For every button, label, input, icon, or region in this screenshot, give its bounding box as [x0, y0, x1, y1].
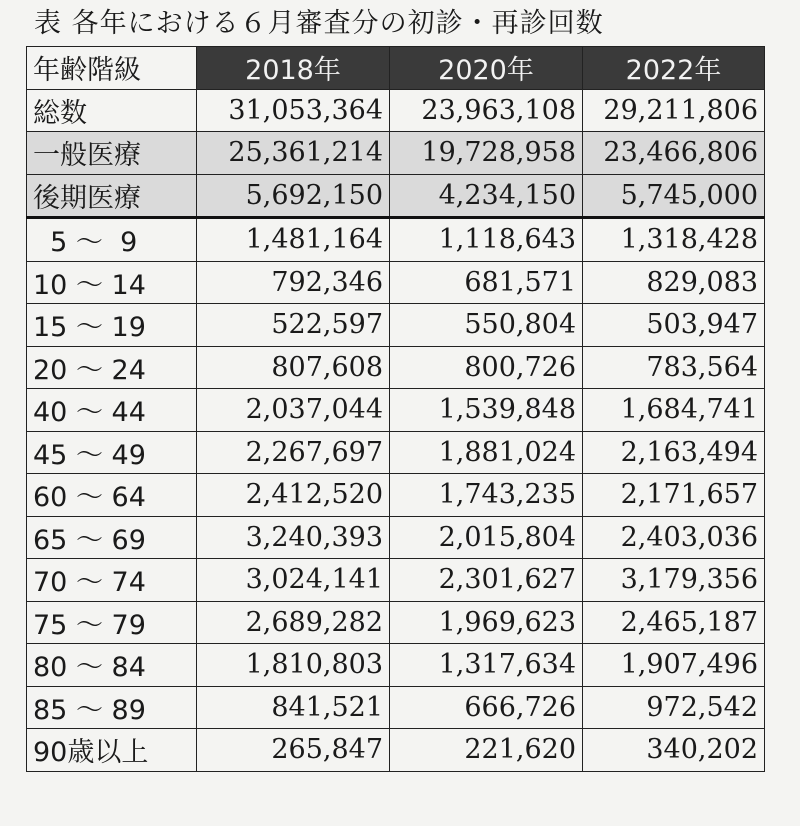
table-row: [27, 644, 765, 687]
count-cell: 829,083: [583, 261, 765, 304]
count-cell: 1,318,428: [583, 218, 765, 262]
count-cell: 2,412,520: [197, 474, 390, 517]
count-cell: 841,521: [197, 686, 390, 729]
table-row: [27, 601, 765, 644]
row-label: 後期医療: [27, 174, 197, 218]
count-cell: 25,361,214: [197, 132, 390, 175]
row-label: 75 ～ 79: [27, 601, 197, 644]
count-cell: 2,465,187: [583, 601, 765, 644]
header-row: [27, 47, 765, 90]
table-body: [27, 89, 765, 771]
count-cell: 1,317,634: [390, 644, 583, 687]
row-label: 65 ～ 69: [27, 516, 197, 559]
count-cell: 1,810,803: [197, 644, 390, 687]
table-row: [27, 304, 765, 347]
year-header: 2022年: [583, 47, 765, 90]
row-label: 45 ～ 49: [27, 431, 197, 474]
count-cell: 1,969,623: [390, 601, 583, 644]
count-cell: 807,608: [197, 346, 390, 389]
count-cell: 221,620: [390, 729, 583, 772]
count-cell: 31,053,364: [197, 89, 390, 132]
count-cell: 550,804: [390, 304, 583, 347]
count-cell: 2,163,494: [583, 431, 765, 474]
count-cell: 1,907,496: [583, 644, 765, 687]
table-row: [27, 559, 765, 602]
count-cell: 23,466,806: [583, 132, 765, 175]
count-cell: 972,542: [583, 686, 765, 729]
table-row: [27, 346, 765, 389]
count-cell: 3,240,393: [197, 516, 390, 559]
count-cell: 522,597: [197, 304, 390, 347]
count-cell: 1,118,643: [390, 218, 583, 262]
row-label: 20 ～ 24: [27, 346, 197, 389]
count-cell: 1,743,235: [390, 474, 583, 517]
row-label: 一般医療: [27, 132, 197, 175]
table-row: [27, 431, 765, 474]
count-cell: 503,947: [583, 304, 765, 347]
row-label: 90歳以上: [27, 729, 197, 772]
table-row: [27, 474, 765, 517]
count-cell: 2,015,804: [390, 516, 583, 559]
count-cell: 4,234,150: [390, 174, 583, 218]
row-label: 60 ～ 64: [27, 474, 197, 517]
count-cell: 3,024,141: [197, 559, 390, 602]
row-label: 10 ～ 14: [27, 261, 197, 304]
table-row: [27, 132, 765, 175]
count-cell: 1,684,741: [583, 389, 765, 432]
exam-count-table: [26, 46, 765, 772]
count-cell: 2,267,697: [197, 431, 390, 474]
table-row: [27, 686, 765, 729]
table-caption: 表 各年における６月審査分の初診・再診回数: [34, 8, 604, 39]
count-cell: 1,481,164: [197, 218, 390, 262]
year-header: 2020年: [390, 47, 583, 90]
table-row: [27, 516, 765, 559]
count-cell: 19,728,958: [390, 132, 583, 175]
row-label: 15 ～ 19: [27, 304, 197, 347]
count-cell: 2,403,036: [583, 516, 765, 559]
count-cell: 2,037,044: [197, 389, 390, 432]
count-cell: 783,564: [583, 346, 765, 389]
count-cell: 23,963,108: [390, 89, 583, 132]
count-cell: 265,847: [197, 729, 390, 772]
row-label: 40 ～ 44: [27, 389, 197, 432]
count-cell: 1,881,024: [390, 431, 583, 474]
table-row: [27, 218, 765, 262]
count-cell: 2,301,627: [390, 559, 583, 602]
count-cell: 666,726: [390, 686, 583, 729]
row-label: 5 ～ 9: [27, 218, 197, 262]
table-row: [27, 261, 765, 304]
row-label: 80 ～ 84: [27, 644, 197, 687]
table-row: [27, 729, 765, 772]
count-cell: 5,692,150: [197, 174, 390, 218]
count-cell: 792,346: [197, 261, 390, 304]
count-cell: 5,745,000: [583, 174, 765, 218]
row-label: 70 ～ 74: [27, 559, 197, 602]
table-row: [27, 174, 765, 218]
count-cell: 340,202: [583, 729, 765, 772]
count-cell: 2,171,657: [583, 474, 765, 517]
table-row: [27, 389, 765, 432]
table-row: [27, 89, 765, 132]
year-header: 2018年: [197, 47, 390, 90]
row-label: 85 ～ 89: [27, 686, 197, 729]
age-group-header: 年齢階級: [27, 47, 197, 90]
count-cell: 3,179,356: [583, 559, 765, 602]
count-cell: 681,571: [390, 261, 583, 304]
count-cell: 800,726: [390, 346, 583, 389]
count-cell: 29,211,806: [583, 89, 765, 132]
count-cell: 1,539,848: [390, 389, 583, 432]
row-label: 総数: [27, 89, 197, 132]
count-cell: 2,689,282: [197, 601, 390, 644]
